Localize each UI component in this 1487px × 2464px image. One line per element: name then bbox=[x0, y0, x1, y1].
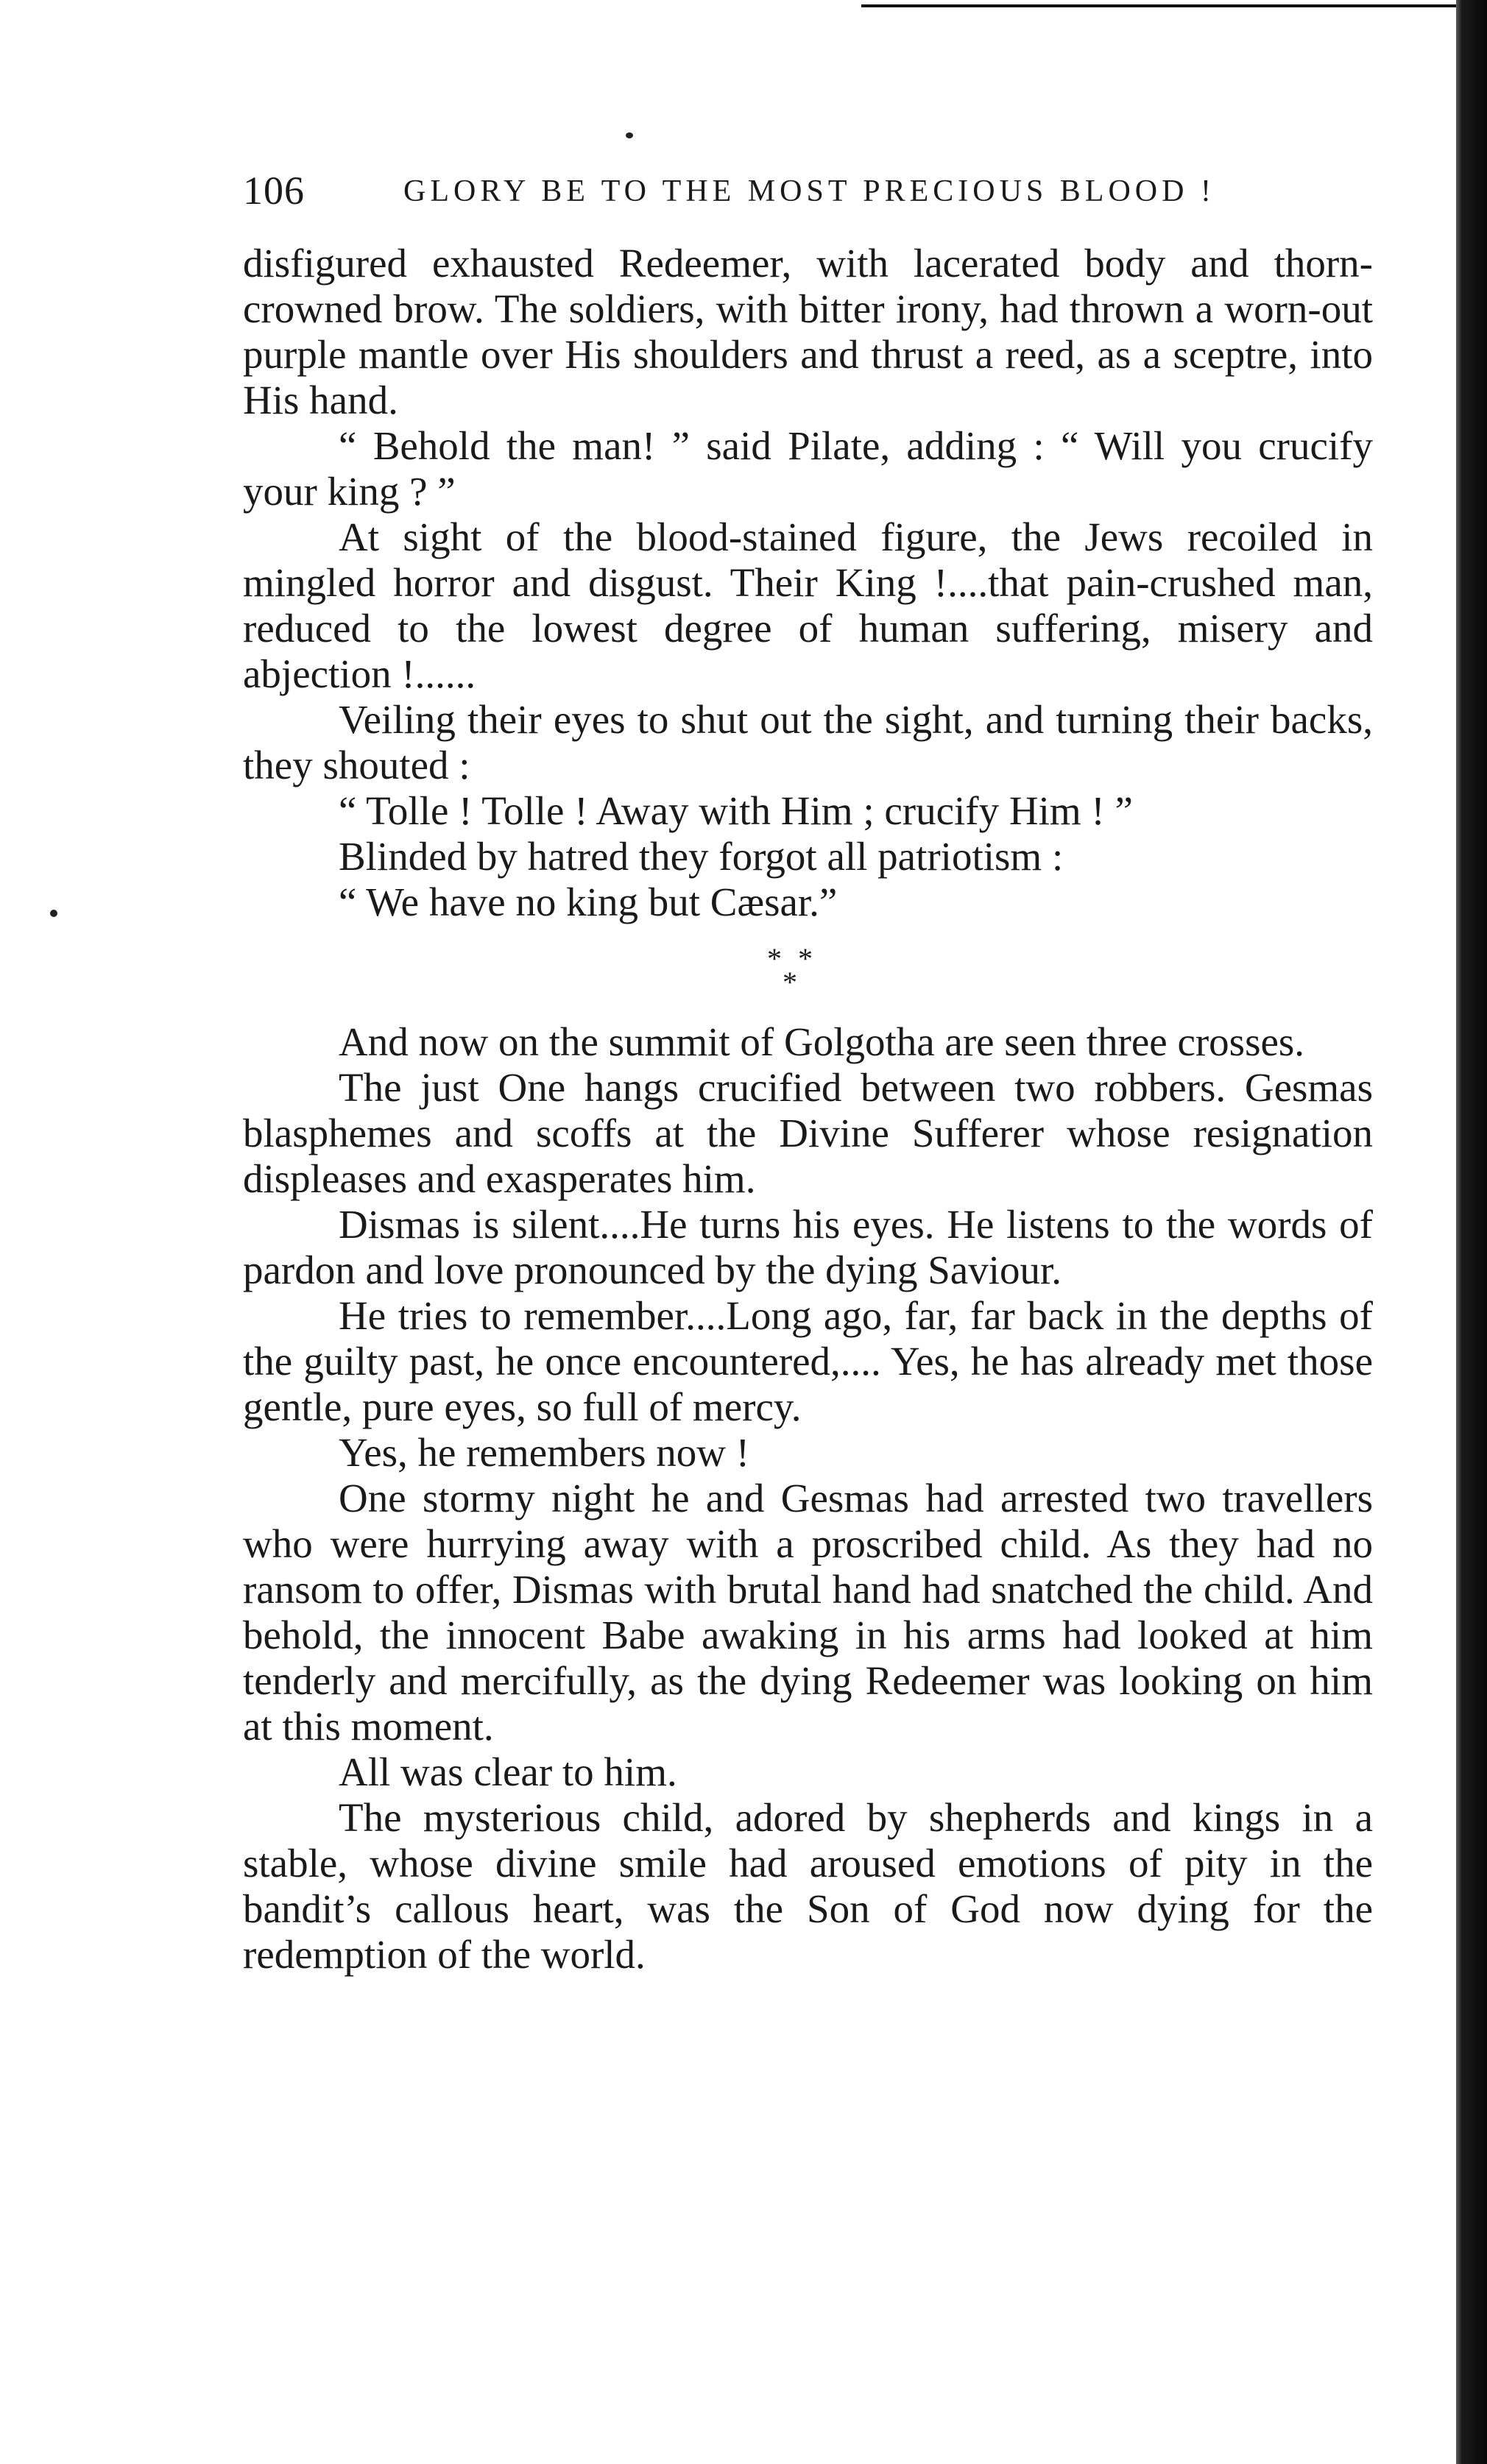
asterism-star: * bbox=[798, 942, 813, 975]
paragraph: Yes, he remembers now ! bbox=[339, 1430, 750, 1475]
paragraph: And now on the summit of Golgotha are seen three crosses. bbox=[339, 1019, 1305, 1064]
paragraph: The mysterious child, adored by shepherds and kings in a stable, whose divine smile had aroused emotions of pity in the bandit’s callous heart, was the Son of God now dying for the redemption of the world. bbox=[243, 1795, 1373, 1977]
paragraph: All was clear to him. bbox=[339, 1749, 677, 1794]
paragraph: At sight of the blood-stained figure, the Jews recoiled in mingled horror and disgust. Their King !....that pain-crushed man, reduced to the lowest degree of human suffering, misery and abjection !...... bbox=[243, 514, 1373, 696]
quoted-line: “ We have no king but Cæsar.” bbox=[339, 879, 838, 924]
top-edge-rule bbox=[861, 4, 1487, 7]
paragraph: The just One hangs crucified between two robbers. Gesmas blasphemes and scoffs at the Divine Sufferer whose resignation displeases and exasperates him. bbox=[243, 1065, 1373, 1201]
quoted-line: “ Tolle ! Tolle ! Away with Him ; crucify Him ! ” bbox=[339, 788, 1133, 833]
asterism-star: * bbox=[783, 966, 797, 999]
asterism-star: * bbox=[767, 942, 782, 975]
paragraph: One stormy night he and Gesmas had arrested two travellers who were hurrying away with a proscribed child. As they had no ransom to offer, Dismas with brutal hand had snatched the child. And behold, the innocent Babe awaking in his arms had looked at him tenderly and mercifully, as the dying Redeemer was looking on him at this moment. bbox=[243, 1476, 1373, 1749]
running-title: GLORY BE TO THE MOST PRECIOUS BLOOD ! bbox=[403, 174, 1215, 208]
body-text bbox=[243, 241, 1373, 1978]
paragraph: Dismas is silent....He turns his eyes. He listens to the words of pardon and love pronounced by the dying Saviour. bbox=[243, 1202, 1373, 1292]
paragraph: disfigured exhausted Redeemer, with lacerated body and thorn-crowned brow. The soldiers, with bitter irony, had thrown a worn-out purple mantle over His shoulders and thrust a reed, as a sceptre, into His hand. bbox=[243, 241, 1373, 422]
asterism-divider bbox=[243, 925, 1373, 1019]
paragraph: Veiling their eyes to shut out the sight, and turning their backs, they shouted : bbox=[243, 697, 1373, 787]
scan-speck bbox=[626, 132, 633, 138]
quoted-line: Blinded by hatred they forgot all patriotism : bbox=[339, 834, 1064, 879]
paragraph: “ Behold the man! ” said Pilate, adding : “ Will you crucify your king ? ” bbox=[243, 423, 1373, 514]
running-head bbox=[243, 168, 1229, 219]
paragraph: He tries to remember....Long ago, far, far back in the depths of the guilty past, he once encountered,.... Yes, he has already met those gentle, pure eyes, so full of mercy. bbox=[243, 1293, 1373, 1429]
scan-edge-shadow bbox=[1456, 0, 1487, 2464]
page-number: 106 bbox=[243, 169, 305, 213]
scan-speck bbox=[50, 910, 57, 917]
